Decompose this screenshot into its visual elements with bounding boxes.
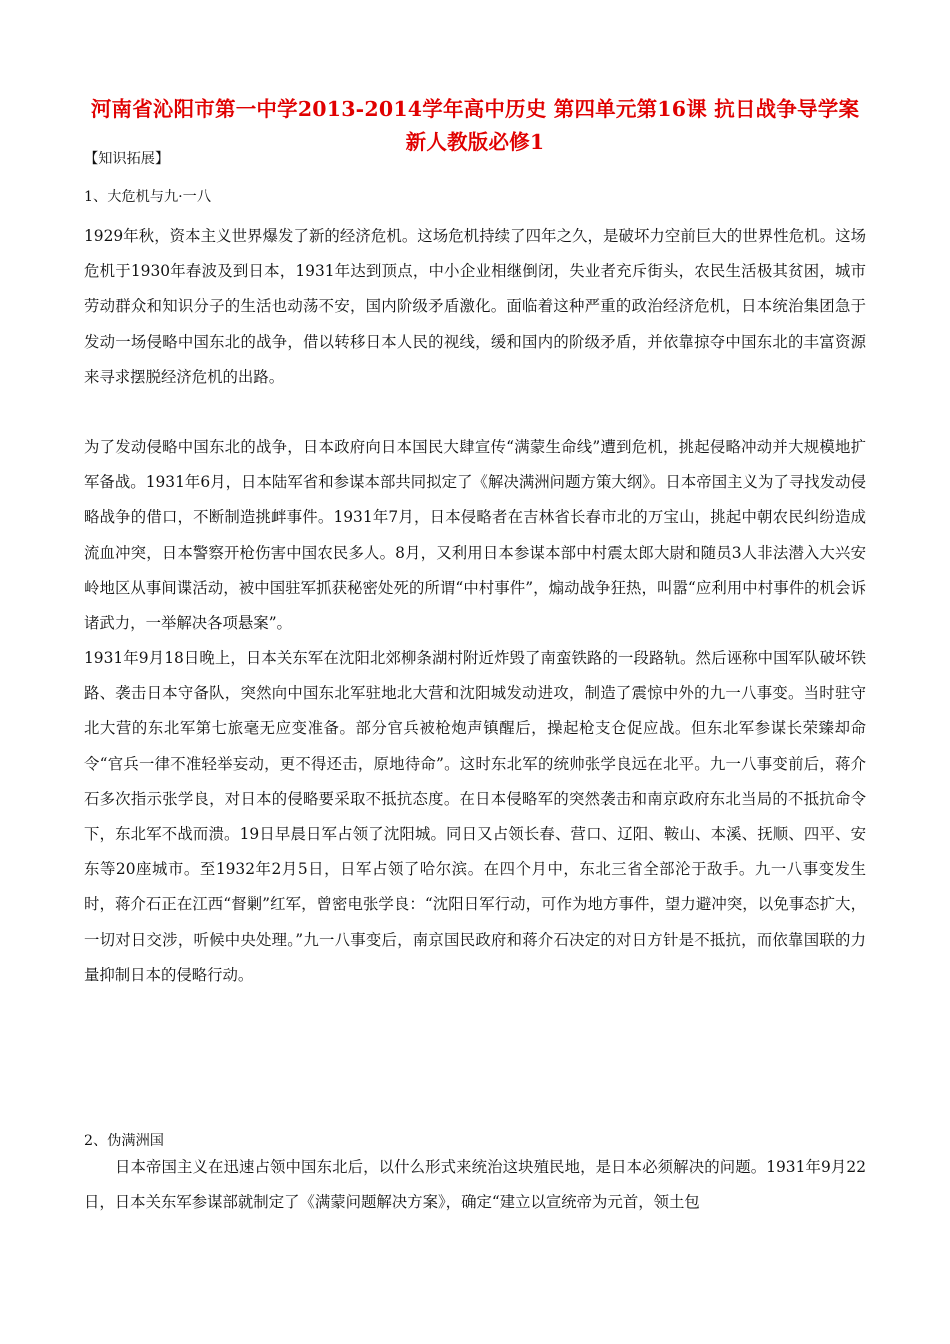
section-heading-1: 1、大危机与九·一八 [84, 189, 212, 205]
section-label: 【知识拓展】 [84, 151, 170, 167]
paragraph-4: 日本帝国主义在迅速占领中国东北后，以什么形式来统治这块殖民地，是日本必须解决的问题。1931年9月22日，日本关东军参谋部就制定了《满蒙问题解决方案》，确定“建立以宣统帝为元首，领土包 [84, 1158, 866, 1212]
document-title: 河南省沁阳市第一中学2013-2014学年高中历史 第四单元第16课 抗日战争导学案 新人教版必修1 [90, 97, 860, 154]
section-heading-2: 2、伪满洲国 [84, 1133, 164, 1149]
paragraph-1: 1929年秋，资本主义世界爆发了新的经济危机。这场危机持续了四年之久，是破坏力空前巨大的世界性危机。这场危机于1930年春波及到日本，1931年达到顶点，中小企业相继倒闭，失业者充斥街头，农民生活极其贫困，城市劳动群众和知识分子的生活也动荡不安，国内阶级矛盾激化。面临着这种严重的政治经济危机，日本统治集团急于发动一场侵略中国东北的战争，借以转移日本人民的视线，缓和国内的阶级矛盾，并依靠掠夺中国东北的丰富资源来寻求摆脱经济危机的出路。 [84, 227, 866, 386]
paragraph-3: 1931年9月18日晚上，日本关东军在沈阳北郊柳条湖村附近炸毁了南蛮铁路的一段路轨。然后诬称中国军队破坏铁路、袭击日本守备队，突然向中国东北军驻地北大营和沈阳城发动进攻，制造了震惊中外的九一八事变。当时驻守北大营的东北军第七旅毫无应变准备。部分官兵被枪炮声镇醒后，操起枪支仓促应战。但东北军参谋长荣臻却命令“官兵一律不准轻举妄动，更不得还击，原地待命”。这时东北军的统帅张学良远在北平。九一八事变前后，蒋介石多次指示张学良，对日本的侵略要采取不抵抗态度。在日本侵略军的突然袭击和南京政府东北当局的不抵抗命令下，东北军不战而溃。19日早晨日军占领了沈阳城。同日又占领长春、营口、辽阳、鞍山、本溪、抚顺、四平、安东等20座城市。至1932年2月5日，日军占领了哈尔滨。在四个月中，东北三省全部沦于敌手。九一八事变发生时，蒋介石正在江西“督剿”红军，曾密电张学良：“沈阳日军行动，可作为地方事件，望力避冲突，以免事态扩大，一切对日交涉，听候中央处理。”九一八事变后，南京国民政府和蒋介石决定的对日方针是不抵抗，而依靠国联的力量抑制日本的侵略行动。 [84, 649, 866, 984]
paragraph-2: 为了发动侵略中国东北的战争，日本政府向日本国民大肆宣传“满蒙生命线”遭到危机，挑起侵略冲动并大规模地扩军备战。1931年6月，日本陆军省和参谋本部共同拟定了《解决满洲问题方策大纲》。日本帝国主义为了寻找发动侵略战争的借口，不断制造挑衅事件。1931年7月，日本侵略者在吉林省长春市北的万宝山，挑起中朝农民纠纷造成流血冲突，日本警察开枪伤害中国农民多人。8月，又利用日本参谋本部中村震太郎大尉和随员3人非法潜入大兴安岭地区从事间谍活动，被中国驻军抓获秘密处死的所谓“中村事件”，煽动战争狂热，叫嚣“应利用中村事件的机会诉诸武力，一举解决各项悬案”。 [84, 438, 866, 633]
